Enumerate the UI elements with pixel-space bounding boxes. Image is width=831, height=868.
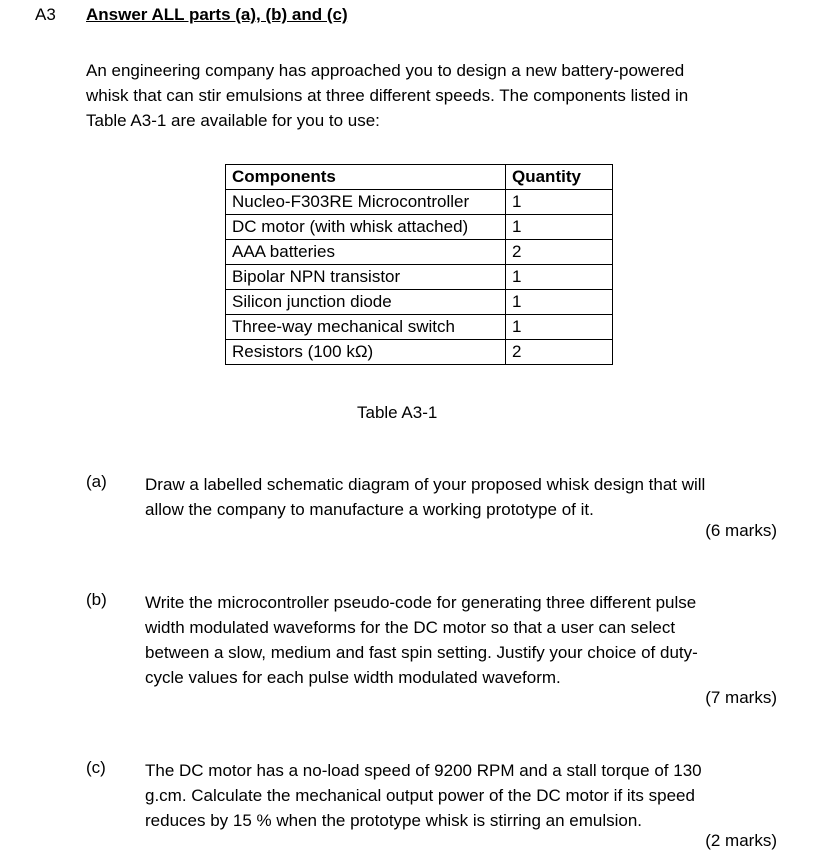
quantity-cell: 1 [506, 315, 613, 340]
quantity-cell: 1 [506, 215, 613, 240]
header-quantity: Quantity [506, 165, 613, 190]
component-cell: AAA batteries [226, 240, 506, 265]
part-line: Write the microcontroller pseudo-code for generating three different pulse [145, 593, 697, 612]
component-cell: Silicon junction diode [226, 290, 506, 315]
component-cell: Three-way mechanical switch [226, 315, 506, 340]
part-a-text [145, 472, 705, 522]
part-line: reduces by 15 % when the prototype whisk is stirring an emulsion. [145, 811, 643, 830]
intro-line: An engineering company has approached you to design a new battery-powered [86, 61, 685, 80]
part-line: cycle values for each pulse width modulated waveform. [145, 668, 561, 687]
part-b-text [145, 590, 698, 690]
intro-paragraph [86, 58, 766, 133]
table-row [226, 290, 613, 315]
quantity-cell: 1 [506, 265, 613, 290]
part-c-text [145, 758, 702, 833]
question-heading: Answer ALL parts (a), (b) and (c) [86, 5, 348, 24]
quantity-cell: 2 [506, 340, 613, 365]
part-line: between a slow, medium and fast spin setting. Justify your choice of duty- [145, 643, 698, 662]
table-row [226, 265, 613, 290]
table-caption: Table A3-1 [357, 403, 438, 422]
part-a-marks: (6 marks) [705, 521, 777, 540]
intro-line: whisk that can stir emulsions at three different speeds. The components listed in [86, 86, 689, 105]
part-line: width modulated waveforms for the DC motor so that a user can select [145, 618, 676, 637]
part-b-label: (b) [86, 590, 107, 609]
table-header-row [226, 165, 613, 190]
table-row [226, 190, 613, 215]
table-row [226, 315, 613, 340]
component-cell: Nucleo-F303RE Microcontroller [226, 190, 506, 215]
component-cell: Resistors (100 kΩ) [226, 340, 506, 365]
component-cell: Bipolar NPN transistor [226, 265, 506, 290]
table-row [226, 340, 613, 365]
component-cell: DC motor (with whisk attached) [226, 215, 506, 240]
quantity-cell: 2 [506, 240, 613, 265]
part-line: g.cm. Calculate the mechanical output power of the DC motor if its speed [145, 786, 695, 805]
quantity-cell: 1 [506, 190, 613, 215]
part-c-marks: (2 marks) [705, 831, 777, 850]
table-row [226, 215, 613, 240]
part-line: The DC motor has a no-load speed of 9200 RPM and a stall torque of 130 [145, 761, 702, 780]
components-table [225, 164, 613, 365]
quantity-cell: 1 [506, 290, 613, 315]
part-line: Draw a labelled schematic diagram of your proposed whisk design that will [145, 475, 706, 494]
question-number: A3 [35, 5, 56, 24]
part-line: allow the company to manufacture a working prototype of it. [145, 500, 594, 519]
part-c-label: (c) [86, 758, 106, 777]
intro-line: Table A3-1 are available for you to use: [86, 111, 380, 130]
table-row [226, 240, 613, 265]
part-b-marks: (7 marks) [705, 688, 777, 707]
part-a-label: (a) [86, 472, 107, 491]
header-components: Components [226, 165, 506, 190]
